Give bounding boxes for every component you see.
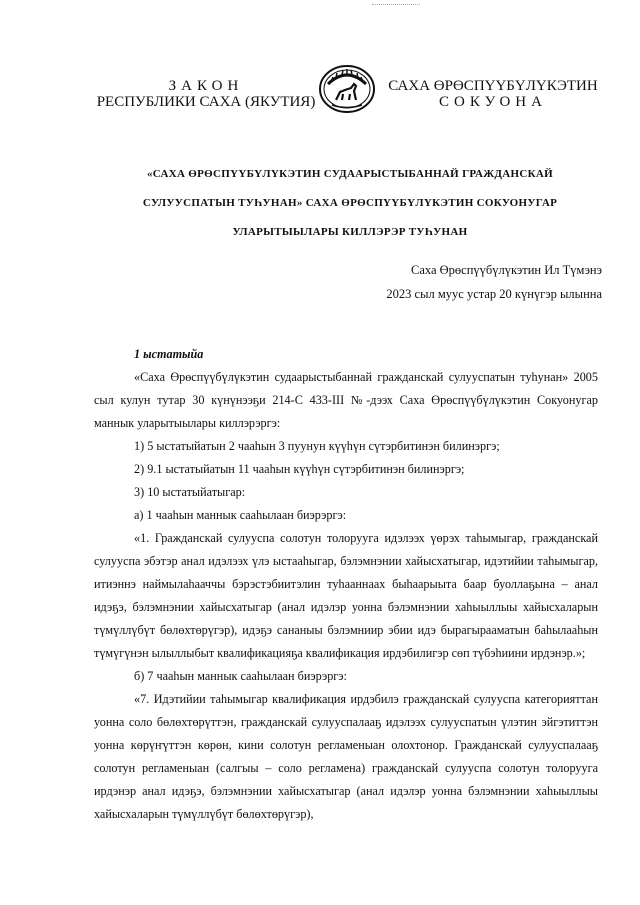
- adoption-note: [386, 258, 602, 306]
- title-line2: СУЛУУСПАТЫН ТУҺУНАН» САХА ӨРӨСПҮҮБҮЛҮКЭТИН СОКУОНУГАР: [142, 197, 558, 209]
- header-right-line1: САХА ӨРӨСПҮҮБҮЛҮКЭТИН: [388, 78, 598, 94]
- adoption-line1: Саха Өрөспүүбүлүкэтин Ил Түмэнэ: [410, 263, 602, 277]
- paragraph: «7. Идэтийии таһымыгар квалификация ирдэбилэ гражданскай сулууспа категорияттан уонна соло бөлөхтөрүттэн, гражданскай сулууспалааҕ идэлээх сулууспатын үлэтин эйгэтиттэн уонна көрүҥүттэн көрөн, кини солотун регламеныан олохтонор. Гражданскай сулууспалааҕ солотун регламеныан (салгыы – соло регламена) гражданскай сулууспа солотун толорууга ирдэнэр анал идэҕэ, бэлэмнэнии хайысхатыгар (анал идэлэр уонна бэлэмнэнии хаһыыллыы хайысхаларын түмүллүбүт бөлөхтөрүгэр),: [94, 692, 598, 821]
- paragraph: 1) 5 ыстатыйатын 2 чааһын 3 пуунун күүһүн сүтэрбитинэн билинэргэ;: [134, 439, 500, 453]
- document-title: [130, 160, 570, 247]
- paragraph: «Саха Өрөспүүбүлүкэтин судаарыстыбаннай гражданскай сулууспатын туһунан» 2005 сыл кулун тутар 30 күнүнээҕи 214-С 433-III №-дээх Саха Өрөспүүбүлүкэтин Сокуонугар маннык уларытыылары киллэрэргэ:: [94, 370, 598, 430]
- header-left-line2: РЕСПУБЛИКИ САХА (ЯКУТИЯ): [96, 94, 316, 110]
- title-line3: УЛАРЫТЫЫЛАРЫ КИЛЛЭРЭР ТУҺУНАН: [232, 226, 468, 238]
- document-body: [94, 343, 598, 826]
- coat-of-arms-emblem-icon: [318, 64, 376, 114]
- article-heading: 1 ыстатыйа: [134, 347, 204, 361]
- top-scan-mark: [372, 4, 420, 8]
- header-left: [96, 78, 316, 110]
- header-right: [388, 78, 598, 110]
- title-line1: «САХА ӨРӨСПҮҮБҮЛҮКЭТИН СУДААРЫСТЫБАННАЙ ГРАЖДАНСКАЙ: [147, 168, 553, 180]
- paragraph: 2) 9.1 ыстатыйатын 11 чааһын күүһүн сүтэрбитинэн билинэргэ;: [134, 462, 465, 476]
- paragraph: 3) 10 ыстатыйатыгар:: [134, 485, 246, 499]
- header-right-line2: СОКУОНА: [439, 94, 547, 110]
- adoption-line2: 2023 сыл муус устар 20 күнүгэр ылынна: [386, 287, 602, 301]
- paragraph: а) 1 чааһын маннык сааһылаан биэрэргэ:: [134, 508, 347, 522]
- header-left-line1: ЗАКОН: [168, 78, 244, 94]
- paragraph: «1. Гражданскай сулууспа солотун толорууга идэлээх үөрэх таһымыгар, гражданскай сулууспа эбэтэр анал идэлээх үлэ ыстааһыгар, бэлэмнэнии хайысхатыгар, идэтийии таһымыгар, итиэннэ наймылаһааччы бэрэстэбиитэлин туһааннаах быһаарыыта баар буоллаҕына – анал идэҕэ, бэлэмнэнии хайысхатыгар (анал идэлэр уонна бэлэмнэнии хаһыыллыы хайысхаларын түмүллүбүт бөлөхтөрүгэр), идэҕэ сананыы бэлэмниир эбии идэ бырагырааматын баһылааһын түмүгүнэн ылыллыбыт квалификацияҕа квалификация ирдэбилигэр сөп түбэһиини ирдэнэр.»;: [94, 531, 598, 660]
- paragraph: б) 7 чааһын маннык сааһылаан биэрэргэ:: [134, 669, 347, 683]
